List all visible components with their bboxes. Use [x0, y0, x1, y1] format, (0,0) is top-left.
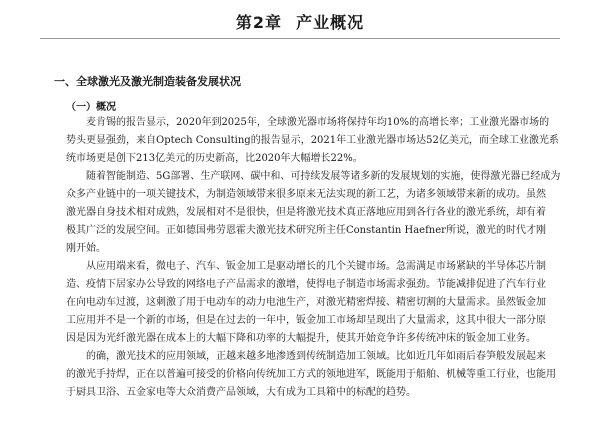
- chapter-number: 第2章: [235, 13, 283, 32]
- paragraph: [66, 168, 574, 258]
- text-line: 的确，激光技术的应用领域，正越来越多地渗透到传统制造加工领域。比如近几年如雨后春笋般发展起来: [86, 351, 546, 362]
- text-line: 激光器自身技术相对成熟，发展相对不是很快，但是将激光技术真正落地应用到各行各业的激光系统，却有着: [66, 207, 546, 218]
- text-line: 麦肯锡的报告显示，2020年到2025年，全球激光器市场将保持年均10%的高增长率；工业激光器市场的: [86, 117, 550, 128]
- text-line: 统市场更是创下213亿美元的历史新高，比2020年大幅增长22%。: [66, 153, 363, 164]
- text-line: 的激光手持焊，正在以普遍可接受的价格向传统加工方式的领地进军，既能用于船舶、机械等重工行业，也能用: [66, 369, 556, 380]
- paragraph: [66, 114, 574, 168]
- chapter-title: 产业概况: [296, 13, 365, 32]
- text-line: 众多产业链中的一项关键技术，为制造领域带来很多原来无法实现的新工艺，为诸多领域带来新的成功。虽然: [66, 189, 546, 200]
- text-line: 刚开始。: [66, 243, 106, 254]
- subsection-heading: （一）概况: [66, 102, 116, 113]
- paragraph: [66, 258, 574, 348]
- text-line: 在向电动车过渡，这刺激了用于电动车的动力电池生产，对激光精密焊接、精密切割的大量需求。虽然钣金加: [66, 297, 546, 308]
- text-line: 工应用并不是一个新的市场，但是在过去的一年中，钣金加工市场却呈现出了大量需求，这其中很大一部分原: [66, 315, 546, 326]
- header-divider: [40, 38, 560, 39]
- text-line: 于厨具卫浴、五金家电等大众消费产品领域，大有成为工具箱中的标配的趋势。: [66, 387, 416, 398]
- section-heading: 一、全球激光及激光制造装备发展状况: [54, 75, 241, 88]
- text-line: 因是因为光纤激光器在成本上的大幅下降和功率的大幅提升，使其开始竞争许多传统冲床的钣金加工业务。: [66, 333, 536, 344]
- chapter-heading: [0, 10, 600, 33]
- text-line: 势头更显强劲，来自Optech Consulting的报告显示，2021年工业激光器市场达52亿美元，而全球工业激光系: [66, 135, 559, 146]
- text-line: 从应用端来看，微电子、汽车、钣金加工是驱动增长的几个关键市场。急需满足市场紧缺的半导体芯片制: [86, 261, 546, 272]
- text-line: 极其广泛的发展空间。正如德国弗劳恩霍夫激光技术研究所主任Constantin Haefner所说，激光的时代才刚: [66, 225, 546, 236]
- text-line: 随着智能制造、5G部署、生产联网、碳中和、可持续发展等诸多新的发展规划的实施，使得激光器已经成为: [86, 171, 561, 182]
- text-line: 造、疫情下居家办公导致的网络电子产品需求的激增，使得电子制造市场需求强劲。节能减排促进了汽车行业: [66, 279, 546, 290]
- body-text: [66, 114, 574, 402]
- paragraph: [66, 348, 574, 402]
